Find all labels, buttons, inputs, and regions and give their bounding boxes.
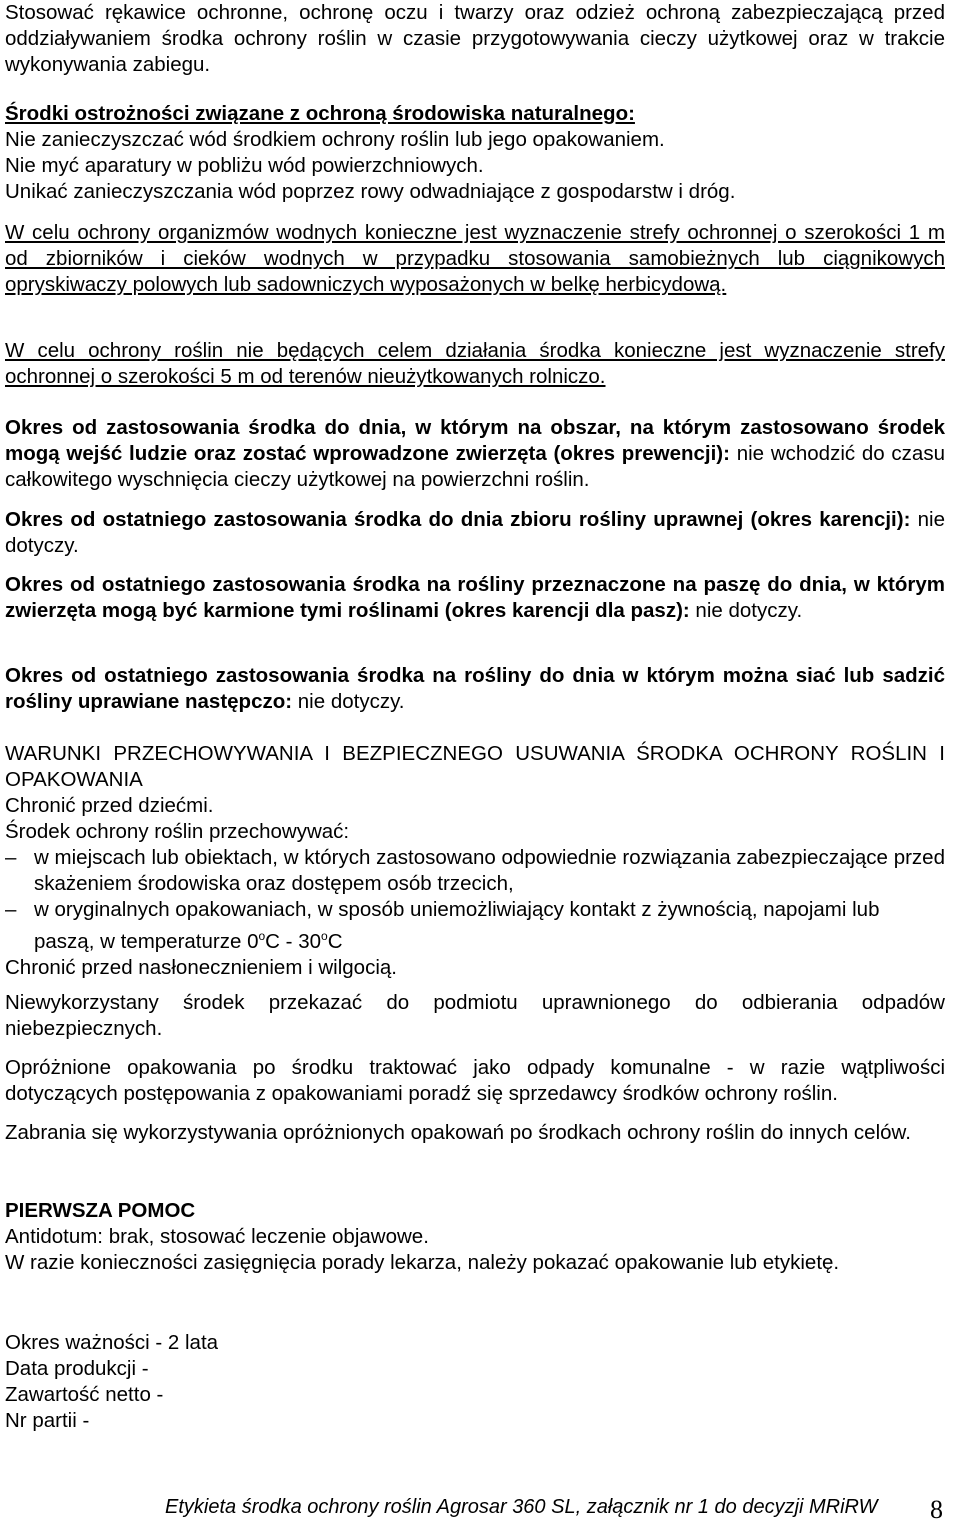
storage-heading: WARUNKI PRZECHOWYWANIA I BEZPIECZNEGO USUWANIA ŚRODKA OCHRONY ROŚLIN I OPAKOWANIA [5, 742, 945, 791]
unused-product: Niewykorzystany środek przekazać do podmiotu uprawnionego do odbierania odpadów niebezpiecznych. [5, 991, 945, 1040]
pasture-label: Okres od ostatniego zastosowania środka na rośliny przeznaczone na paszę do dnia, w którym zwierzęta mogą być karmione tymi roślinami (okres karencji dla pasz): [5, 573, 945, 622]
dash-bullet: – [5, 846, 17, 869]
sowing-value: nie dotyczy. [297, 690, 405, 713]
env-line-equipment: Nie myć aparatury w pobliżu wód powierzchniowych. [5, 154, 484, 177]
batch-number: Nr partii - [5, 1409, 90, 1432]
harvest-value: nie dotyczy. [5, 508, 945, 557]
storage-intro: Środek ochrony roślin przechowywać: [5, 820, 350, 843]
buffer-zone-plants: W celu ochrony roślin nie będących celem działania środka konieczne jest wyznaczenie strefy ochronnej o szerokości 5 m od terenów nieużytkowanych rolniczo. [5, 339, 945, 388]
storage-item-text: C - 30 [265, 929, 321, 953]
reentry-period [5, 415, 945, 493]
first-aid-antidote: Antidotum: brak, stosować leczenie objawowe. [5, 1225, 429, 1248]
pasture-value: nie dotyczy. [695, 599, 803, 622]
pasture-period [5, 572, 945, 624]
no-reuse: Zabrania się wykorzystywania opróżnionych opakowań po środkach ochrony roślin do innych celów. [5, 1121, 911, 1144]
ppe-paragraph: Stosować rękawice ochronne, ochronę oczu i twarzy oraz odzież ochroną zabezpieczającą przed oddziaływaniem środka ochrony roślin w czasie przygotowywania cieczy użytkowej oraz w trakcie wykonywania zabiegu. [5, 1, 945, 76]
net-content: Zawartość netto - [5, 1383, 164, 1406]
env-line-ditches: Unikać zanieczyszczania wód poprzez rowy odwadniające z gospodarstw i dróg. [5, 180, 736, 203]
sowing-period [5, 663, 945, 715]
storage-sun: Chronić przed nasłonecznieniem i wilgocią. [5, 955, 397, 979]
dash-bullet: – [5, 898, 17, 921]
harvest-period [5, 507, 945, 559]
reentry-label: Okres od zastosowania środka do dnia, w którym na obszar, na którym zastosowano środek mogą wejść ludzie oraz zostać wprowadzone zwierzęta (okres prewencji): [5, 416, 945, 465]
list-item [5, 897, 945, 955]
storage-list [5, 845, 945, 955]
environment-section [5, 101, 945, 205]
product-info [5, 1330, 945, 1434]
storage-item-text: C [327, 929, 343, 953]
storage-item-text: w oryginalnych opakowaniach, w sposób uniemożliwiający kontakt z żywnością, napojami lub paszą, w temperaturze 0 [34, 898, 880, 953]
harvest-label: Okres od ostatniego zastosowania środka do dnia zbioru rośliny uprawnej (okres karencji): [5, 508, 911, 531]
environment-heading: Środki ostrożności związane z ochroną środowiska naturalnego: [5, 102, 635, 125]
page-footer: Etykieta środka ochrony roślin Agrosar 360 SL, załącznik nr 1 do decyzji MRiRW [165, 1496, 878, 1518]
env-line-water: Nie zanieczyszczać wód środkiem ochrony roślin lub jego opakowaniem. [5, 128, 665, 151]
first-aid-doctor: W razie konieczności zasięgnięcia porady lekarza, należy pokazać opakowanie lub etykietę. [5, 1251, 840, 1274]
sowing-label: Okres od ostatniego zastosowania środka na rośliny do dnia w którym można siać lub sadzić rośliny uprawiane następczo: [5, 664, 945, 713]
buffer-zone-water: W celu ochrony organizmów wodnych konieczne jest wyznaczenie strefy ochronnej o szerokości 1 m od zbiorników i cieków wodnych w przypadku stosowania samobieżnych lub ciągnikowych opryskiwaczy polowych lub sadowniczych wyposażonych w belkę herbicydową. [5, 221, 945, 296]
shelf-life: Okres ważności - 2 lata [5, 1331, 219, 1354]
list-item [5, 845, 945, 897]
storage-children: Chronić przed dziećmi. [5, 794, 214, 817]
degree-mark: o [258, 929, 266, 943]
empty-packaging: Opróżnione opakowania po środku traktować jako odpady komunalne - w razie wątpliwości dotyczących postępowania z opakowaniami poradź się sprzedawcy środków ochrony roślin. [5, 1056, 945, 1105]
storage-item-text: w miejscach lub obiektach, w których zastosowano odpowiednie rozwiązania zabezpieczające przed skażeniem środowiska oraz dostępem osób trzecich, [34, 846, 945, 895]
production-date: Data produkcji - [5, 1357, 149, 1380]
first-aid-section [5, 1198, 945, 1276]
page-number: 8 [930, 1495, 943, 1524]
storage-section [5, 741, 945, 981]
first-aid-heading: PIERWSZA POMOC [5, 1199, 196, 1222]
reentry-value: nie wchodzić do czasu całkowitego wyschnięcia cieczy użytkowej na powierzchni roślin. [5, 442, 945, 491]
degree-mark: o [321, 929, 328, 943]
